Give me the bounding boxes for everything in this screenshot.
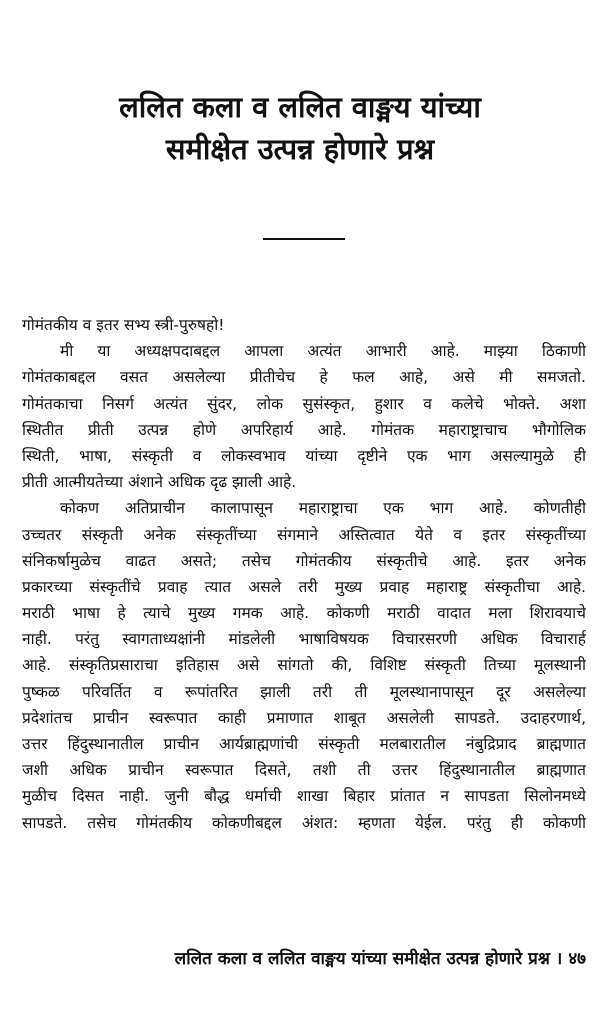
salutation: गोमंतकीय व इतर सभ्य स्त्री-पुरुषहो! [22,316,225,334]
footer-title: ललित कला व ललित वाङ्मय यांच्या समीक्षेत उत्पन्न होणारे प्रश्न [174,949,550,969]
chapter-title-line-1: ललित कला व ललित वाङ्मय यांच्या [119,90,481,124]
page-number: ४७ [568,949,586,969]
text-line: गोमंतकाचा निसर्ग अत्यंत सुंदर, लोक सुसंस्कृत, हुशार व कलेचे भोक्ते. अशा [22,394,586,413]
text-line: सापडते. तसेच गोमंतकीय कोकणीबद्दल अंशत: म्हणता येईल. परंतु ही कोकणी [22,813,586,832]
body-text [22,312,586,836]
paragraph-2 [22,495,586,835]
text-line: कोकण अतिप्राचीन कालापासून महाराष्ट्राचा एक भाग आहे. कोणतीही [60,499,586,518]
title-divider [263,238,345,240]
text-line: स्थिती, भाषा, संस्कृती व लोकस्वभाव यांच्या दृष्टीने एक भाग असल्यामुळे ही [22,446,586,465]
text-line: उत्तर हिंदुस्थानातील प्राचीन आर्यब्राह्मणांची संस्कृती मलबारातील नंबुद्रिप्राद ब्राह्मणात [22,735,586,753]
text-line: उच्चतर संस्कृती अनेक संस्कृतींच्या संगमाने अस्तित्वात येते व इतर संस्कृतींच्या [22,525,586,544]
footer-separator: । [555,949,563,969]
chapter-title [0,86,600,170]
text-line: स्थितीत प्रीती उत्पन्न होणे अपरिहार्य आहे. गोमंतक महाराष्ट्राचाच भौगोलिक [22,420,586,439]
paragraph-1 [22,338,586,495]
text-line: संनिकर्षामुळेच वाढत असते; तसेच गोमंतकीय संस्कृतीचे आहे. इतर अनेक [22,551,586,570]
text-line: नाही. परंतु स्वागताध्यक्षांनी मांडलेली भाषाविषयक विचारसरणी अधिक विचारार्ह [22,630,586,649]
text-line: मी या अध्यक्षपदाबद्दल आपला अत्यंत आभारी आहे. माझ्या ठिकाणी [60,342,586,361]
running-footer [22,944,586,974]
text-line: गोमंतकाबद्दल वसत असलेल्या प्रीतीचेच हे फल आहे, असे मी समजतो. [22,368,586,387]
text-line: पुष्कळ परिवर्तित व रूपांतरित झाली तरी ती मूलस्थानापासून दूर असलेल्या [22,682,586,701]
text-line: जशी अधिक प्राचीन स्वरूपात दिसते, तशी ती उत्तर हिंदुस्थानातील ब्राह्मणात [22,761,586,780]
text-line: प्रकारच्या संस्कृतींचे प्रवाह त्यात असले तरी मुख्य प्रवाह महाराष्ट्र संस्कृतीचा आहे. [22,577,586,596]
text-line: मराठी भाषा हे त्याचे मुख्य गमक आहे. कोकणी मराठी वादात मला शिरावयाचे [22,604,586,623]
text-line: प्रीती आत्मीयतेच्या अंशाने अधिक दृढ झाली आहे. [22,473,297,492]
text-line: मुळीच दिसत नाही. जुनी बौद्ध धर्माची शाखा बिहार प्रांतात न सापडता सिलोनमध्ये [22,787,586,806]
chapter-title-line-2: समीक्षेत उत्पन्न होणारे प्रश्न [165,132,435,166]
text-line: प्रदेशांतच प्राचीन स्वरूपात काही प्रमाणात शाबूत असलेली सापडते. उदाहरणार्थ, [22,708,586,727]
text-line: आहे. संस्कृतिप्रसाराचा इतिहास असे सांगतो की, विशिष्ट संस्कृती तिच्या मूलस्थानी [22,656,586,675]
